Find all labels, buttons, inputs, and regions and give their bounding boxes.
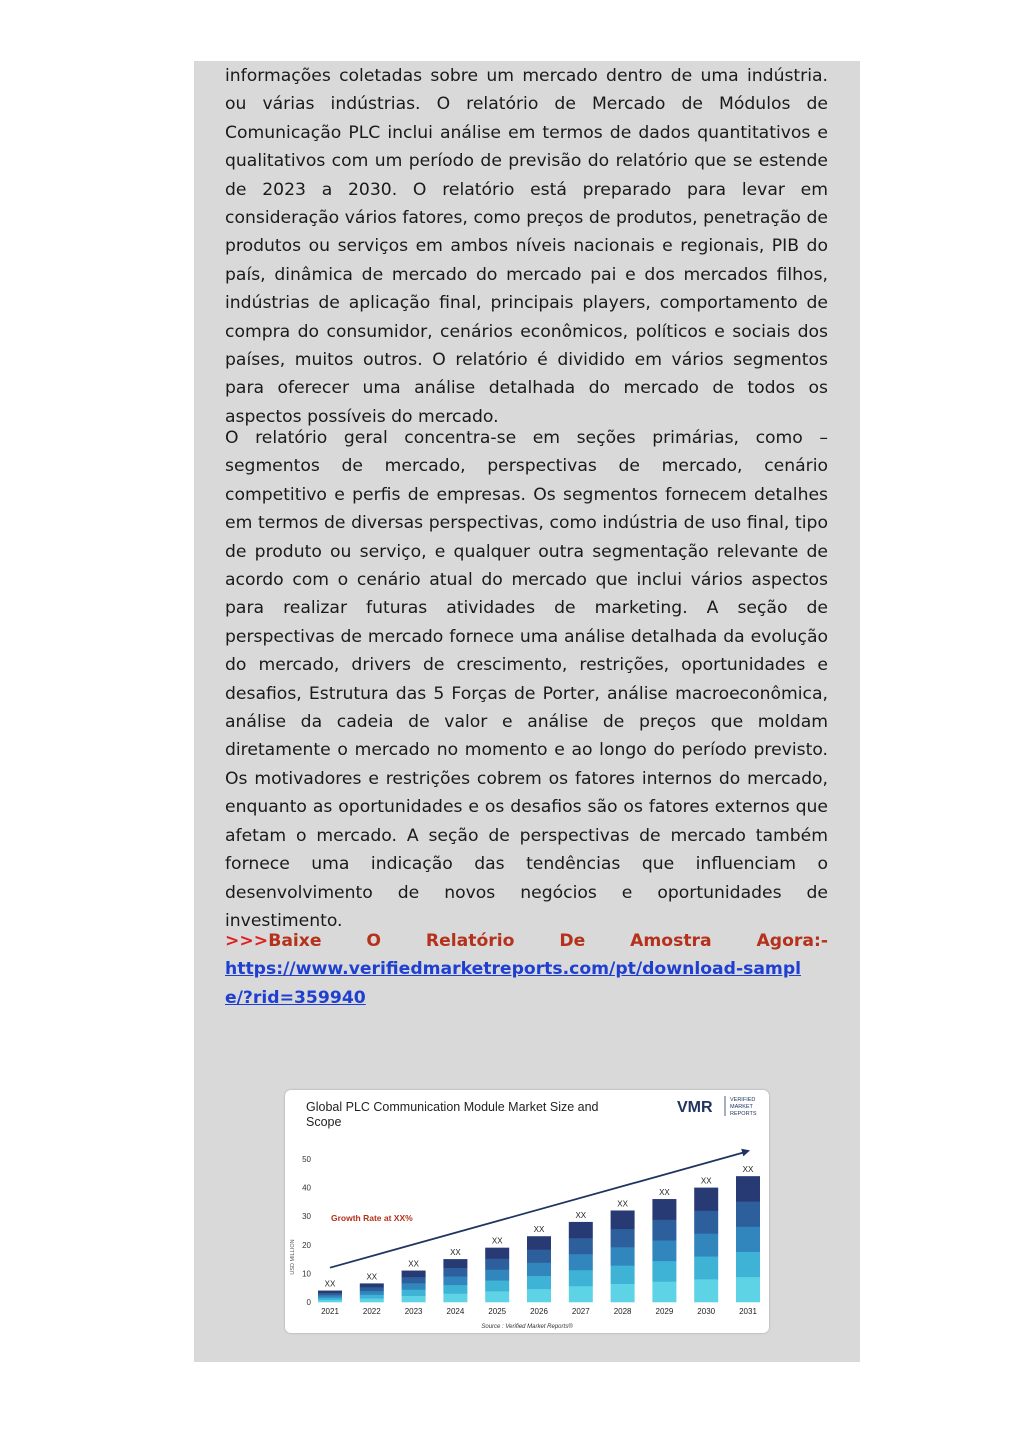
bar-2021	[318, 1291, 342, 1303]
bar-segment	[485, 1291, 509, 1302]
bar-segment	[736, 1226, 760, 1251]
bar-segment	[318, 1291, 342, 1294]
y-tick-label: 20	[302, 1240, 311, 1250]
cta-word-agora: Agora:-	[756, 931, 828, 951]
cta-word-baixe: Baixe	[268, 931, 322, 951]
x-tick-label: 2025	[488, 1307, 507, 1316]
data-label: XX	[575, 1210, 587, 1220]
bar-segment	[736, 1176, 760, 1201]
x-tick-label: 2021	[321, 1307, 339, 1316]
x-tick-label: 2026	[530, 1307, 548, 1316]
bar-segment	[611, 1284, 635, 1303]
bar-2026	[527, 1236, 551, 1302]
x-tick-label: 2022	[362, 1307, 381, 1316]
cta-arrows: >>>	[225, 931, 269, 951]
bar-segment	[652, 1261, 676, 1282]
cta-heading	[225, 927, 828, 955]
y-axis-ticks	[302, 1155, 311, 1307]
bar-segment	[318, 1297, 342, 1300]
bar-segment	[611, 1265, 635, 1284]
bar-segment	[527, 1276, 551, 1289]
bar-segment	[652, 1199, 676, 1220]
bar-segment	[443, 1285, 467, 1294]
vmr-logo-line-2: MARKET	[730, 1104, 753, 1110]
bar-segment	[485, 1269, 509, 1280]
bar-series	[318, 1176, 760, 1302]
bar-segment	[485, 1259, 509, 1270]
bar-segment	[318, 1295, 342, 1298]
bar-segment	[527, 1263, 551, 1276]
bar-segment	[360, 1283, 384, 1287]
chart-title-line-2: Scope	[306, 1115, 342, 1129]
chart-source: Source : Verified Market Reports®	[481, 1324, 573, 1330]
data-label: XX	[324, 1279, 336, 1289]
bar-2029	[652, 1199, 676, 1302]
bar-segment	[402, 1289, 426, 1296]
cta-word-relatorio: Relatório	[425, 931, 515, 951]
bar-segment	[360, 1291, 384, 1295]
bar-2027	[569, 1222, 593, 1302]
data-label: XX	[491, 1236, 503, 1246]
bar-2031	[736, 1176, 760, 1302]
data-label: XX	[617, 1199, 628, 1209]
body-paragraph-2	[225, 424, 828, 935]
bar-segment	[652, 1220, 676, 1241]
x-axis-labels	[321, 1307, 757, 1316]
y-tick-label: 30	[302, 1212, 311, 1222]
bar-segment	[360, 1298, 384, 1302]
bar-segment	[402, 1277, 426, 1284]
bar-segment	[611, 1229, 635, 1248]
x-tick-label: 2023	[404, 1307, 423, 1316]
data-label: XX	[533, 1225, 545, 1235]
bar-segment	[652, 1281, 676, 1302]
data-label: XX	[659, 1188, 670, 1198]
bar-segment	[443, 1259, 467, 1268]
chart-title-line-1: Global PLC Communication Module Market Size and	[306, 1100, 599, 1114]
y-tick-label: 10	[302, 1269, 311, 1279]
bar-segment	[694, 1233, 718, 1256]
bar-segment	[402, 1296, 426, 1303]
x-tick-label: 2024	[446, 1307, 465, 1316]
bar-segment	[611, 1210, 635, 1229]
x-tick-label: 2027	[571, 1307, 590, 1316]
bar-segment	[736, 1277, 760, 1302]
cta-word-de: De	[559, 931, 586, 951]
y-tick-label: 40	[302, 1183, 311, 1193]
bar-segment	[736, 1252, 760, 1277]
x-tick-label: 2029	[655, 1307, 674, 1316]
bar-segment	[694, 1210, 718, 1233]
bar-segment	[527, 1289, 551, 1302]
y-tick-label: 0	[306, 1298, 311, 1307]
growth-rate-annotation: Growth Rate at XX%	[331, 1213, 413, 1223]
y-tick-label: 50	[302, 1155, 311, 1164]
bar-segment	[569, 1222, 593, 1238]
vmr-logo-mark: VMR	[677, 1099, 713, 1116]
bar-segment	[318, 1300, 342, 1303]
bar-segment	[402, 1271, 426, 1278]
bar-segment	[652, 1240, 676, 1261]
bar-segment	[443, 1293, 467, 1302]
body-paragraph-1	[225, 62, 828, 431]
bar-segment	[569, 1254, 593, 1270]
bar-segment	[527, 1236, 551, 1249]
y-axis-label: USD MILLION	[290, 1239, 296, 1275]
bar-segment	[485, 1280, 509, 1291]
bar-segment	[611, 1247, 635, 1266]
bar-segment	[694, 1256, 718, 1279]
download-sample-cta	[225, 927, 828, 1012]
cta-word-o: O	[366, 931, 382, 951]
paragraph-text: informações coletadas sobre um mercado dentro de uma indústria. ou várias indústrias. O relatório de Mercado de Módulos de Comunicação PLC inclui análise em termos de dados quantitativos e qualitativos com um período de previsão do relatório que se estende de 2023 a 2030. O relatório está preparado para levar em consideração vários fatores, como preços de produtos, penetração de produtos ou serviços em ambos níveis nacionais e regionais, PIB do país, dinâmica de mercado do mercado pai e dos mercados filhos, indústrias de aplicação final, principais players, comportamento de compra do consumidor, cenários econômicos, políticos e sociais dos países, muitos outros. O relatório é dividido em vários segmentos para oferecer uma análise detalhada do mercado de todos os aspectos possíveis do mercado.	[225, 66, 828, 427]
data-label: XX	[700, 1176, 712, 1186]
vmr-logo-line-1: VERIFIED	[730, 1097, 756, 1103]
bar-segment	[443, 1268, 467, 1277]
bar-2024	[443, 1259, 467, 1302]
x-tick-label: 2030	[697, 1307, 716, 1316]
data-label: XX	[450, 1248, 461, 1258]
data-label: XX	[366, 1272, 378, 1282]
bar-2023	[402, 1271, 426, 1303]
vmr-logo-line-3: REPORTS	[730, 1111, 757, 1117]
download-sample-link[interactable]: https://www.verifiedmarketreports.com/pt/download-sample/?rid=359940	[225, 959, 802, 1008]
bar-segment	[360, 1287, 384, 1291]
bar-segment	[527, 1249, 551, 1262]
x-tick-label: 2028	[613, 1307, 632, 1316]
bar-segment	[736, 1201, 760, 1226]
market-size-chart-card	[285, 1090, 769, 1333]
bar-segment	[694, 1279, 718, 1302]
bar-segment	[694, 1188, 718, 1211]
cta-word-1	[225, 927, 322, 955]
paragraph-text: O relatório geral concentra-se em seções primárias, como – segmentos de mercado, perspectivas de mercado, cenário competitivo e perfis de empresas. Os segmentos fornecem detalhes em termos de diversas perspectivas, como indústria de uso final, tipo de produto ou serviço, e qualquer outra segmentação relevante de acordo com o cenário atual do mercado que inclui vários aspectos para realizar futuras atividades de marketing. A seção de perspectivas de mercado fornece uma análise detalhada da evolução do mercado, drivers de crescimento, restrições, oportunidades e desafios, Estrutura das 5 Forças de Porter, análise macroeconômica, análise da cadeia de valor e análise de preços que moldam diretamente o mercado no momento e ao longo do período previsto. Os motivadores e restrições cobrem os fatores internos do mercado, enquanto as oportunidades e os desafios são os fatores externos que afetam o mercado. A seção de perspectivas de mercado também fornece uma indicação das tendências que influenciam o desenvolvimento de novos negócios e oportunidades de investimento.	[225, 428, 828, 931]
bar-2025	[485, 1248, 509, 1303]
x-tick-label: 2031	[739, 1307, 757, 1316]
bar-segment	[360, 1295, 384, 1299]
bar-2022	[360, 1283, 384, 1302]
market-size-chart	[285, 1090, 769, 1333]
bar-segment	[569, 1286, 593, 1302]
data-label: XX	[742, 1165, 754, 1175]
bar-2028	[611, 1210, 635, 1302]
data-label: XX	[408, 1259, 419, 1269]
bar-segment	[485, 1248, 509, 1259]
growth-trend-arrowhead	[741, 1149, 750, 1157]
bar-segment	[402, 1283, 426, 1290]
bar-2030	[694, 1188, 718, 1303]
bar-segment	[443, 1276, 467, 1285]
bar-segment	[569, 1238, 593, 1254]
bar-segment	[318, 1293, 342, 1296]
vmr-logo	[677, 1096, 757, 1117]
cta-word-amostra: Amostra	[630, 931, 712, 951]
bar-segment	[569, 1270, 593, 1286]
